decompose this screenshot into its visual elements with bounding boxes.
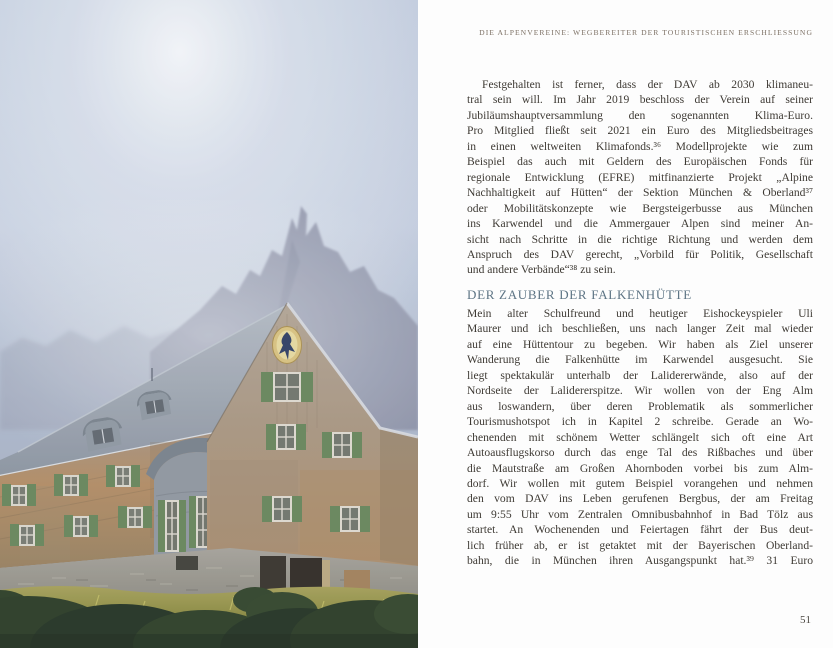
- text-line: Nachhaltigkeit auf Hütten“ der Sektion München & Oberland³⁷: [467, 186, 813, 200]
- text-line: regionale Entwicklung (EFRE) mitfinanzierte Projekt „Alpine: [467, 170, 813, 184]
- text-line: Beispiel das auch mit Geldern des Europäischen Fonds für: [467, 155, 813, 169]
- text-line: Mein alter Schulfreund und heutiger Eishockeyspieler Uli: [467, 307, 813, 320]
- text-page: [467, 0, 813, 648]
- text-line: tral sein will. Im Jahr 2019 beschloss der Verein auf seiner: [467, 93, 813, 107]
- text-line: bahn, die in München ihren Ausgangspunkt hat.³⁹ 31 Euro: [467, 554, 813, 568]
- page-number: 51: [800, 614, 811, 626]
- text-line: oder Mobilitätskonzepte wie Bergsteigerbusse aus München: [467, 201, 813, 215]
- text-line: Autoausflugskorso durch das enge Tal des Rißbaches und über: [467, 446, 813, 460]
- text-line: auf eine Hüttentour zu begeben. Wir haben als Ziel unserer: [467, 337, 813, 351]
- text-line: um 9:55 Uhr vom Zentralen Omnibusbahnhof in Bad Tölz aus: [467, 507, 813, 521]
- text-line: die Mautstraße am Großen Ahornboden vorbei bis zum Alm-: [467, 461, 813, 475]
- text-line: liegt spektakulär unterhalb der Lalidererwände, also auf der: [467, 368, 813, 382]
- text-line: ins Karwendel und die Ammergauer Alpen sind meiner An-: [467, 217, 813, 231]
- text-line: den vom DAV ins Leben gerufenen Bergbus, der am Freitag: [467, 492, 813, 506]
- text-line: und andere Verbände“³⁸ zu sein.: [467, 263, 616, 277]
- text-line: Nordseite der Lalidererspitze. Wir wollen von der Eng Alm: [467, 384, 813, 398]
- text-line: Wanderung die Falkenhütte im Karwendel ausgesucht. Sie: [467, 353, 813, 367]
- running-header: DIE ALPENVEREINE: WEGBEREITER DER TOURISTISCHEN ERSCHLIESSUNG: [479, 28, 813, 37]
- text-line: sicht nach Schritte in die richtige Richtung und werden dem: [467, 232, 813, 246]
- text-line: lich früher ab, er ist getaktet mit der Bayerischen Oberland-: [467, 538, 813, 552]
- text-line: Anspruch des DAV gerecht, „Vorbild für Politik, Gesellschaft: [467, 247, 813, 261]
- text-line: chenenden mit schönem Wetter schlängelt sich oft eine Art: [467, 430, 813, 444]
- text-line: Pro Mitglied fließt seit 2021 ein Euro des Mitgliedsbeitrages: [467, 124, 813, 138]
- text-line: Jubiläumshauptversammlung den sogenannten Klima-Euro.: [467, 108, 813, 122]
- section-heading: DER ZAUBER DER FALKENHÜTTE: [467, 287, 692, 302]
- text-line: startet. An Wochenenden und Feiertagen fährt der Bus deut-: [467, 523, 813, 537]
- text-line: dorf. Wir wollen mit gutem Beispiel vorangehen und nehmen: [467, 476, 813, 490]
- text-line: Tourismushotspot ich in Kapitel 2 schreibe. Gerade an Wo-: [467, 415, 813, 429]
- paragraph-1: [467, 77, 813, 278]
- text-line: Festgehalten ist ferner, dass der DAV ab 2030 klimaneu-: [482, 78, 813, 91]
- paragraph-2: [467, 306, 813, 569]
- text-line: aus loswandern, über deren Problematik als sommerlicher: [467, 399, 813, 413]
- text-line: in einen weltweiten Klimafonds.³⁶ Modellprojekte wie zum: [467, 139, 813, 153]
- text-line: Maurer und ich beschließen, uns nach langer Zeit mal wieder: [467, 322, 813, 336]
